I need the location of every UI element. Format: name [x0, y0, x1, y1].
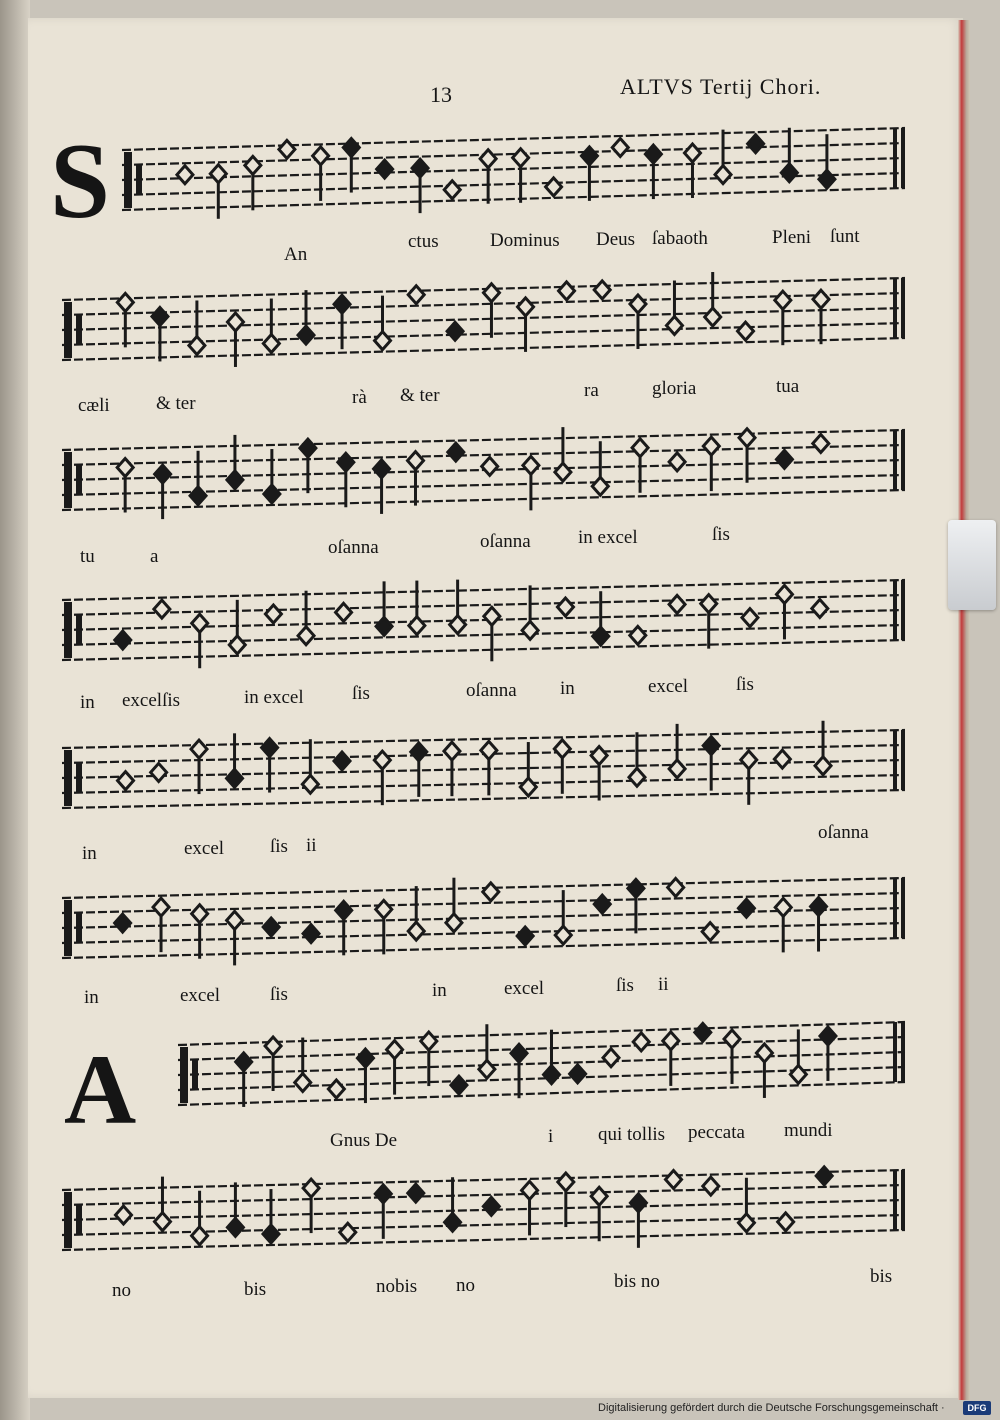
note-head	[151, 763, 167, 781]
note-head	[421, 1032, 437, 1050]
clef-mark	[64, 452, 72, 508]
note-head	[264, 485, 280, 503]
note-head	[236, 1053, 252, 1071]
lyric-syllable: ſis	[270, 984, 288, 1005]
note-head	[376, 617, 392, 635]
note-head	[684, 144, 700, 162]
staff-line	[122, 188, 905, 210]
note-head	[265, 1037, 281, 1055]
note-head	[748, 135, 764, 153]
note-head	[192, 905, 208, 923]
note-head	[227, 769, 243, 787]
note-head	[668, 878, 684, 896]
note-head	[815, 757, 831, 775]
note-head	[298, 326, 314, 344]
note-head	[663, 1032, 679, 1050]
clef-mark	[76, 913, 82, 943]
lyric-syllable: rà	[352, 387, 367, 408]
lyric-syllable: ſis	[270, 836, 288, 857]
note-head	[738, 899, 754, 917]
note-head	[480, 150, 496, 168]
lyric-syllable: excel	[504, 978, 545, 999]
note-head	[263, 335, 279, 353]
note-head	[666, 1170, 682, 1188]
note-head	[522, 1181, 538, 1199]
lyric-syllable: ſis	[616, 975, 634, 996]
lyric-syllable: excel	[180, 985, 221, 1006]
note-head	[774, 750, 790, 768]
lyric-syllable: qui tollis	[598, 1124, 666, 1145]
note-head	[227, 471, 243, 489]
note-head	[298, 627, 314, 645]
note-head	[739, 429, 755, 447]
note-head	[265, 605, 281, 623]
clef-mark	[180, 1047, 188, 1103]
note-head	[340, 1223, 356, 1241]
note-head	[570, 1065, 586, 1083]
lyric-syllable: ſis	[736, 674, 754, 695]
lyric-syllable: bis	[244, 1279, 267, 1300]
note-head	[742, 609, 758, 627]
lyric-syllable: in	[80, 692, 95, 713]
clef-mark	[136, 165, 142, 195]
lyric-syllable: Deus	[596, 229, 636, 250]
lyric-syllable: ſabaoth	[652, 228, 708, 249]
lyric-syllable: a	[150, 546, 159, 567]
note-head	[778, 1213, 794, 1231]
note-head	[645, 145, 661, 163]
lyric-syllable: oſanna	[466, 680, 517, 701]
lyric-syllable: peccata	[688, 1122, 745, 1143]
note-head	[374, 751, 390, 769]
note-head	[153, 898, 169, 916]
note-head	[263, 1225, 279, 1243]
note-head	[408, 452, 424, 470]
lyric-syllable: in excel	[244, 687, 304, 708]
note-head	[633, 1033, 649, 1051]
lyric-syllable: excelſis	[122, 690, 181, 711]
note-head	[303, 1179, 319, 1197]
page-number: 13	[430, 82, 452, 107]
note-head	[812, 600, 828, 618]
note-head	[517, 927, 533, 945]
lyric-syllable: in	[84, 987, 99, 1008]
lyric-syllable: oſanna	[818, 822, 869, 843]
note-head	[703, 737, 719, 755]
note-head	[775, 291, 791, 309]
note-head	[669, 453, 685, 471]
lyric-syllable: no	[456, 1275, 475, 1296]
note-head	[546, 178, 562, 196]
note-head	[816, 1167, 832, 1185]
note-head	[592, 477, 608, 495]
note-head	[263, 918, 279, 936]
note-head	[790, 1065, 806, 1083]
note-head	[811, 898, 827, 916]
lyric-syllable: excel	[648, 676, 689, 697]
lyric-syllable: in excel	[578, 527, 638, 548]
note-head	[190, 487, 206, 505]
note-head	[594, 895, 610, 913]
note-head	[581, 147, 597, 165]
note-head	[192, 1227, 208, 1245]
note-head	[295, 1074, 311, 1092]
clef-mark	[64, 302, 72, 358]
lyric-syllable: in	[82, 843, 97, 864]
clef-mark	[76, 763, 82, 793]
note-head	[738, 1214, 754, 1232]
note-head	[558, 1173, 574, 1191]
lyric-syllable: An	[284, 244, 308, 265]
note-head	[227, 911, 243, 929]
note-head	[520, 778, 536, 796]
clef-mark	[76, 315, 82, 345]
note-head	[408, 1184, 424, 1202]
note-head	[451, 1076, 467, 1094]
note-head	[724, 1030, 740, 1048]
note-head	[387, 1041, 403, 1059]
note-head	[813, 434, 829, 452]
note-head	[408, 286, 424, 304]
clef-mark	[124, 152, 132, 208]
note-head	[376, 900, 392, 918]
note-head	[117, 293, 133, 311]
note-head	[628, 879, 644, 897]
note-head	[705, 308, 721, 326]
note-head	[813, 290, 829, 308]
lyric-syllable: bis	[870, 1266, 893, 1287]
lyric-syllable: oſanna	[328, 537, 379, 558]
running-head: ALTVS Tertij Chori.	[620, 74, 822, 99]
lyric-syllable: ctus	[408, 231, 439, 252]
staff-line	[62, 775, 905, 793]
lyric-syllable: in	[560, 678, 575, 699]
lyric-syllable: ii	[658, 974, 669, 995]
note-head	[629, 768, 645, 786]
note-head	[334, 752, 350, 770]
note-head	[152, 307, 168, 325]
note-head	[518, 298, 534, 316]
note-head	[446, 914, 462, 932]
lyric-syllable: & ter	[400, 385, 440, 406]
note-head	[279, 140, 295, 158]
note-head	[302, 775, 318, 793]
note-head	[695, 1023, 711, 1041]
decorated-initial-a: A	[64, 1034, 137, 1145]
staff-line	[62, 790, 905, 808]
note-head	[336, 901, 352, 919]
note-head	[776, 585, 792, 603]
note-head	[343, 139, 359, 157]
note-head	[591, 747, 607, 765]
lyric-syllable: mundi	[784, 1120, 833, 1141]
note-head	[409, 617, 425, 635]
note-head	[630, 626, 646, 644]
note-head	[189, 336, 205, 354]
note-head	[594, 281, 610, 299]
clef-mark	[64, 900, 72, 956]
note-head	[445, 1213, 461, 1231]
note-head	[408, 922, 424, 940]
clef-mark	[76, 615, 82, 645]
note-head	[669, 760, 685, 778]
note-head	[412, 159, 428, 177]
note-head	[544, 1066, 560, 1084]
note-head	[820, 1027, 836, 1045]
note-head	[482, 457, 498, 475]
note-head	[632, 439, 648, 457]
note-head	[210, 165, 226, 183]
note-head	[612, 139, 628, 157]
note-head	[192, 614, 208, 632]
note-head	[115, 914, 131, 932]
note-head	[483, 284, 499, 302]
clef-mark	[192, 1060, 198, 1090]
note-head	[738, 322, 754, 340]
note-head	[448, 443, 464, 461]
note-head	[481, 741, 497, 759]
note-head	[775, 898, 791, 916]
note-head	[483, 883, 499, 901]
note-head	[411, 743, 427, 761]
note-head	[313, 147, 329, 165]
lyric-syllable: Dominus	[490, 230, 560, 251]
decorated-initial-s: S	[50, 122, 111, 241]
note-head	[177, 166, 193, 184]
lyric-syllable: no	[112, 1280, 131, 1301]
note-head	[479, 1060, 495, 1078]
note-head	[819, 170, 835, 188]
note-head	[756, 1044, 772, 1062]
note-head	[522, 621, 538, 639]
lyric-syllable: oſanna	[480, 531, 531, 552]
note-head	[155, 465, 171, 483]
note-head	[118, 772, 134, 790]
note-head	[781, 164, 797, 182]
note-head	[603, 1049, 619, 1067]
lyric-syllable: ſunt	[830, 226, 860, 247]
note-head	[630, 295, 646, 313]
note-head	[374, 460, 390, 478]
note-head	[591, 1187, 607, 1205]
note-head	[227, 1218, 243, 1236]
note-head	[300, 439, 316, 457]
clef-mark	[76, 465, 82, 495]
dfg-logo: DFG	[963, 1401, 991, 1415]
note-head	[375, 1185, 391, 1203]
note-head	[154, 600, 170, 618]
lyric-syllable: & ter	[156, 393, 196, 414]
note-head	[154, 1213, 170, 1231]
clef-mark	[64, 1192, 72, 1248]
note-head	[245, 156, 261, 174]
lyric-syllable: in	[432, 980, 447, 1001]
note-head	[557, 598, 573, 616]
note-head	[229, 636, 245, 654]
lyric-syllable: Pleni	[772, 227, 812, 248]
lyric-syllable: ſis	[352, 683, 370, 704]
note-head	[336, 603, 352, 621]
note-head	[513, 149, 529, 167]
lyric-syllable: ſis	[712, 524, 730, 545]
note-head	[303, 925, 319, 943]
note-head	[377, 160, 393, 178]
note-head	[715, 166, 731, 184]
note-head	[703, 437, 719, 455]
lyric-syllable: ii	[306, 835, 317, 856]
lyric-syllable: i	[548, 1126, 554, 1147]
note-head	[444, 742, 460, 760]
lyric-syllable: bis no	[614, 1271, 660, 1292]
note-head	[523, 456, 539, 474]
note-head	[191, 740, 207, 758]
note-head	[554, 740, 570, 758]
note-head	[334, 295, 350, 313]
note-head	[447, 322, 463, 340]
note-head	[117, 459, 133, 477]
note-head	[450, 616, 466, 634]
note-head	[593, 627, 609, 645]
note-head	[666, 317, 682, 335]
clef-mark	[64, 602, 72, 658]
lyric-syllable: ra	[584, 380, 599, 401]
digitization-credit: Digitalisierung gefördert durch die Deutsche Forschungsgemeinschaft ·	[598, 1402, 945, 1414]
note-head	[741, 751, 757, 769]
note-head	[227, 313, 243, 331]
note-head	[701, 595, 717, 613]
note-head	[555, 926, 571, 944]
lyric-syllable: gloria	[652, 378, 697, 399]
note-head	[776, 450, 792, 468]
note-head	[559, 282, 575, 300]
note-head	[703, 1177, 719, 1195]
note-head	[357, 1049, 373, 1067]
note-head	[484, 607, 500, 625]
note-head	[375, 332, 391, 350]
note-head	[262, 739, 278, 757]
note-head	[338, 453, 354, 471]
clef-mark	[76, 1205, 82, 1235]
lyric-syllable: excel	[184, 838, 225, 859]
note-head	[511, 1044, 527, 1062]
note-head	[328, 1080, 344, 1098]
note-head	[555, 463, 571, 481]
note-head	[702, 923, 718, 941]
note-head	[630, 1194, 646, 1212]
note-head	[115, 631, 131, 649]
clef-mark	[64, 750, 72, 806]
lyric-syllable: tua	[776, 376, 800, 397]
lyric-syllable: cæli	[78, 395, 110, 416]
note-head	[483, 1197, 499, 1215]
note-head	[444, 181, 460, 199]
lyric-syllable: nobis	[376, 1276, 418, 1297]
note-head	[115, 1206, 131, 1224]
lyric-syllable: tu	[80, 546, 95, 567]
note-head	[669, 595, 685, 613]
lyric-syllable: Gnus De	[330, 1130, 398, 1151]
